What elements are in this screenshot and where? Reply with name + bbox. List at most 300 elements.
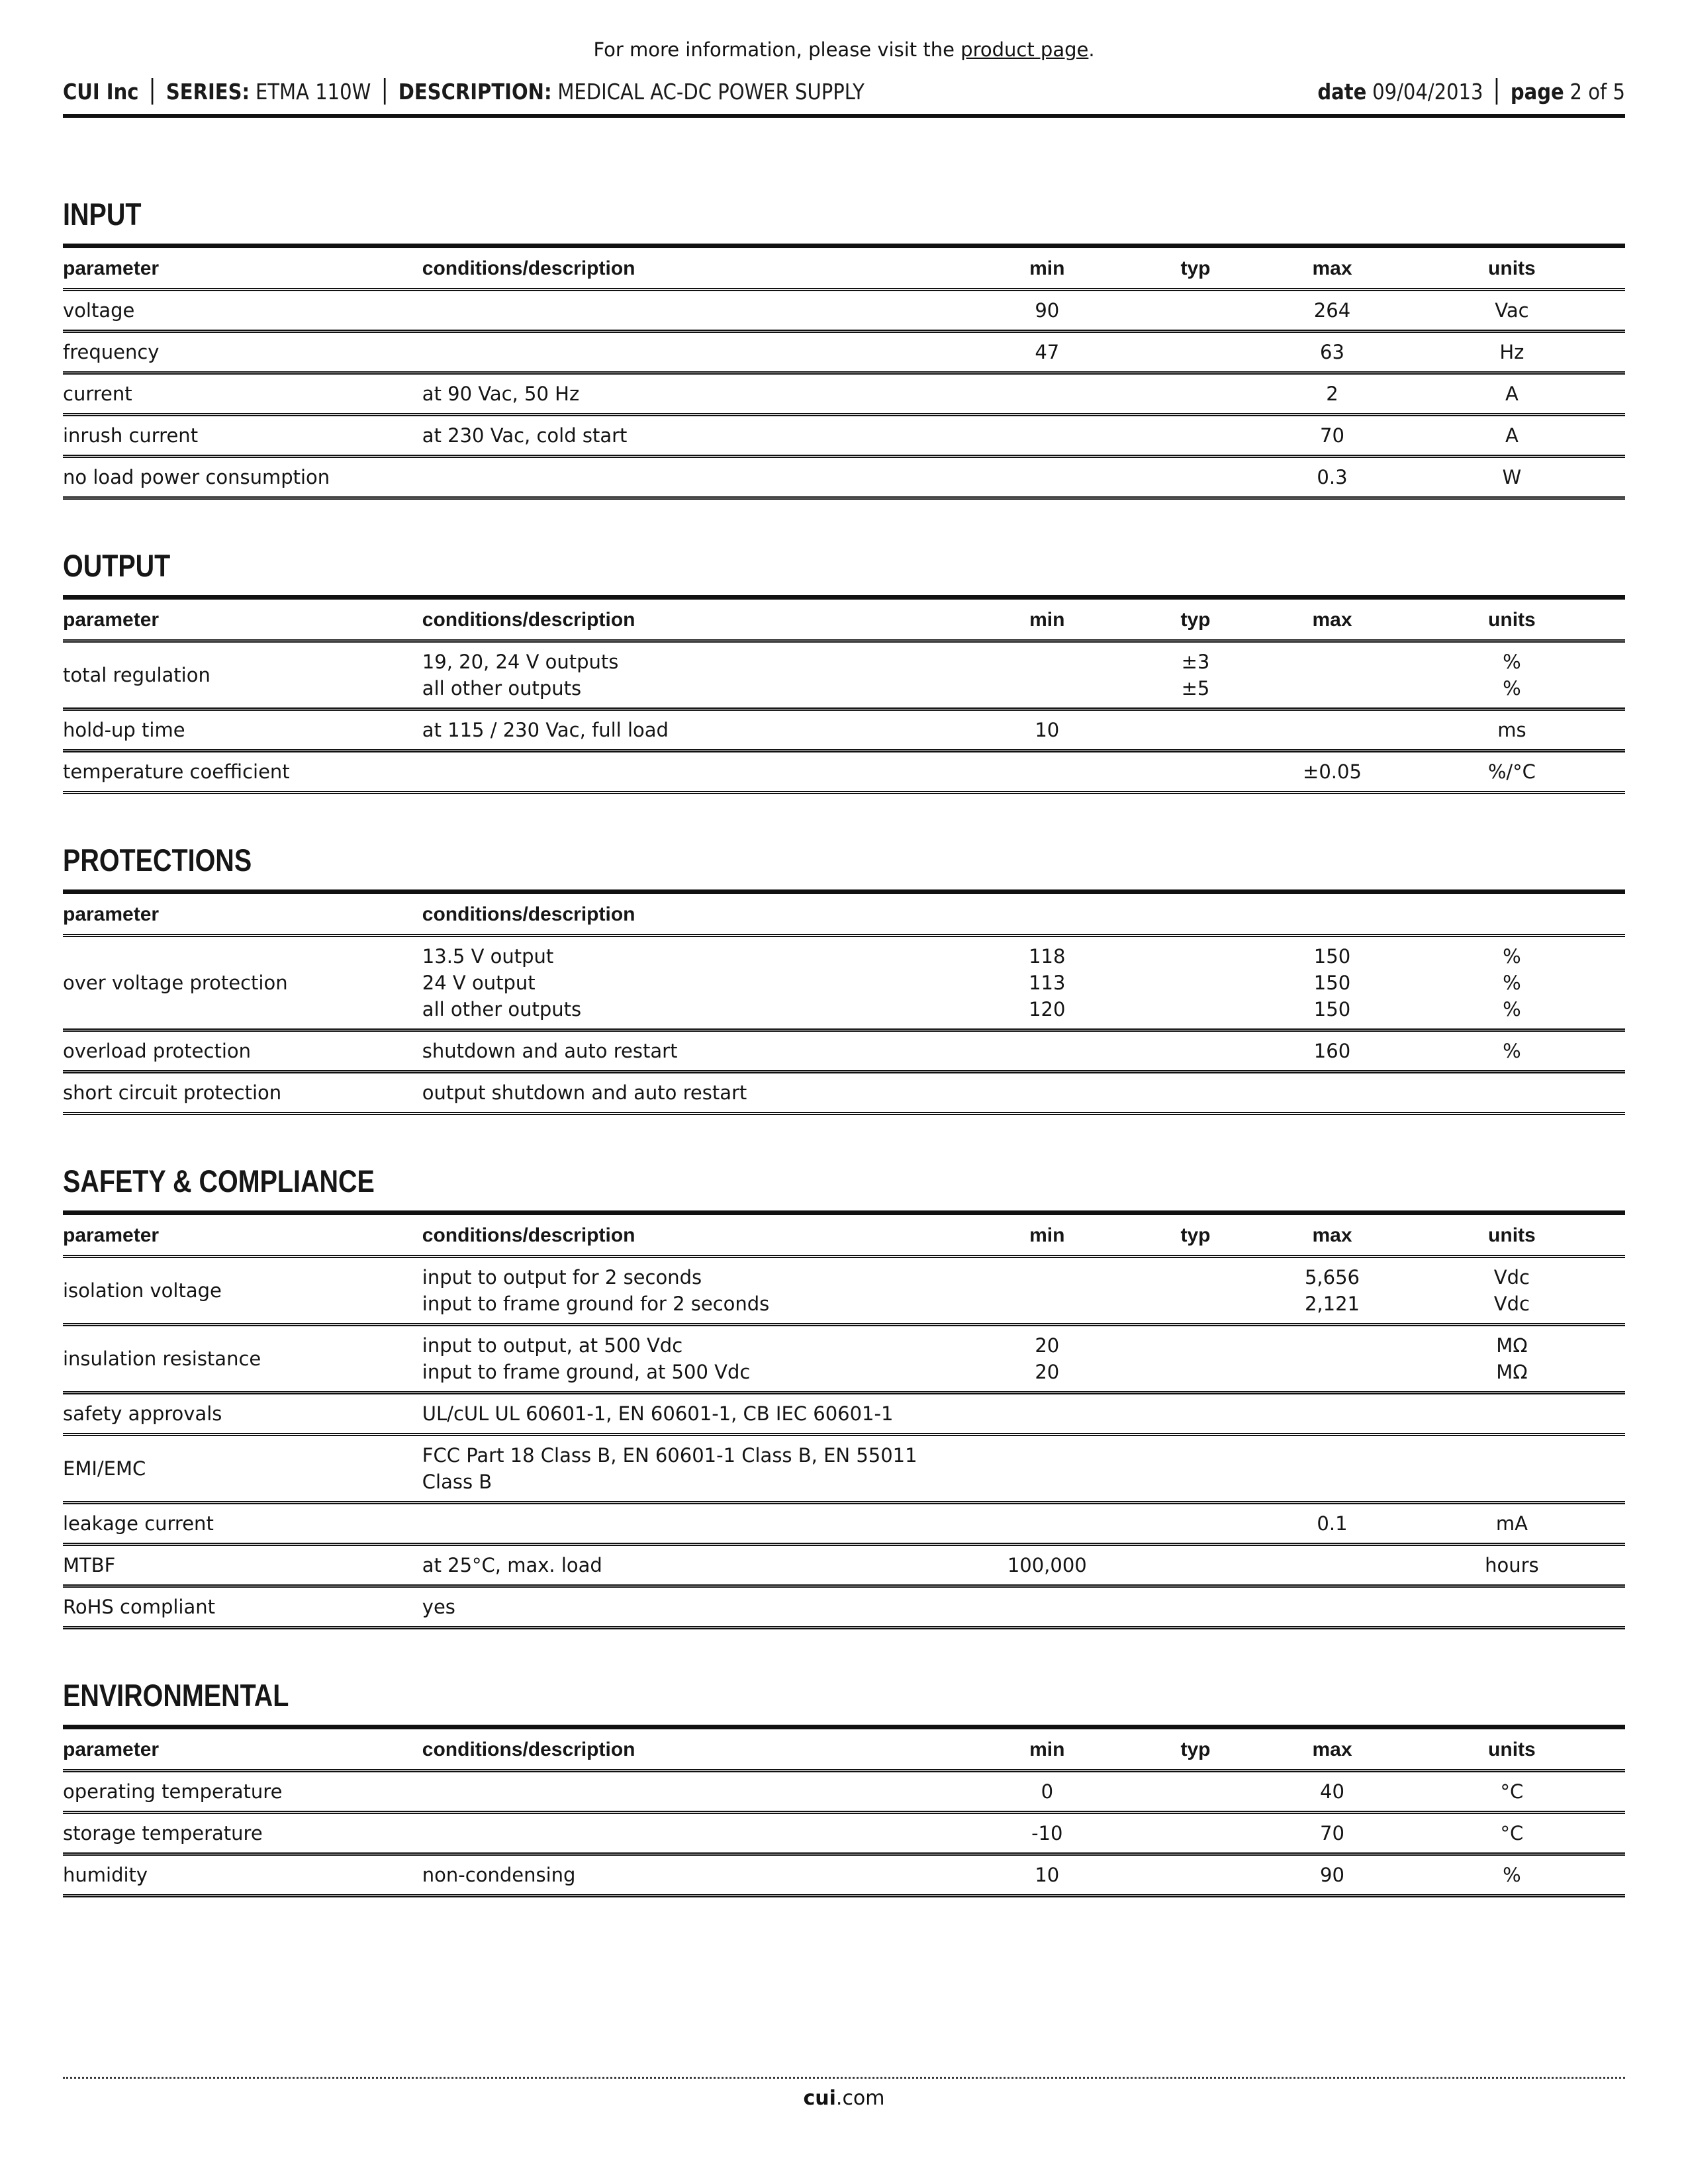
table-header-row	[63, 1729, 1625, 1771]
cell-line: RoHS compliant	[63, 1596, 216, 1618]
table-row	[63, 457, 1625, 498]
cell-line: short circuit protection	[63, 1081, 282, 1104]
table-row	[63, 1813, 1625, 1854]
col-parameter: parameter	[63, 894, 422, 936]
cell-cond	[422, 290, 969, 332]
cell-max	[1266, 332, 1399, 373]
col-conditions: conditions/description	[422, 1215, 969, 1257]
cell-units	[1399, 709, 1625, 751]
cell-line: %	[1503, 1040, 1521, 1062]
product-page-link[interactable]: product page	[961, 38, 1089, 61]
cell-line: %	[1503, 945, 1521, 968]
cell-cond	[422, 1545, 969, 1586]
cell-typ	[1125, 751, 1266, 793]
input-table	[63, 248, 1625, 500]
col-min: min	[969, 1215, 1125, 1257]
col-typ: typ	[1125, 600, 1266, 641]
table-row	[63, 1030, 1625, 1072]
cell-line: ms	[1497, 719, 1526, 741]
cell-param	[63, 1072, 422, 1114]
section-title-safety: SAFETY & COMPLIANCE	[63, 1163, 1625, 1215]
cell-line: 10	[1035, 1864, 1060, 1886]
table-row	[63, 332, 1625, 373]
cell-line: over voltage protection	[63, 972, 288, 994]
cell-line: ±0.05	[1303, 760, 1362, 783]
cell-units	[1399, 1771, 1625, 1813]
cell-cond	[422, 457, 969, 498]
col-units: units	[1399, 1215, 1625, 1257]
cell-line: 5,656	[1304, 1266, 1360, 1289]
cell-line: isolation voltage	[63, 1279, 222, 1302]
cell-line: 90	[1035, 299, 1060, 322]
cell-max	[1266, 1072, 1399, 1114]
cell-max	[1266, 415, 1399, 457]
info-line-suffix: .	[1088, 38, 1095, 61]
col-typ: typ	[1125, 248, 1266, 290]
cell-units	[1399, 1257, 1625, 1325]
table-header-row	[63, 248, 1625, 290]
cell-units	[1399, 332, 1625, 373]
page-footer	[63, 2077, 1625, 2110]
cell-units	[1399, 641, 1625, 709]
cell-param	[63, 457, 422, 498]
cell-line: mA	[1495, 1512, 1528, 1535]
cell-min	[969, 641, 1125, 709]
cell-line: 0.3	[1317, 466, 1348, 488]
cell-cond	[422, 415, 969, 457]
cell-cond	[422, 1257, 969, 1325]
cell-param	[63, 1325, 422, 1393]
cell-units	[1399, 457, 1625, 498]
cell-line: -10	[1031, 1822, 1063, 1844]
table-row	[63, 1257, 1625, 1325]
cell-param	[63, 1435, 422, 1503]
col-max: max	[1266, 248, 1399, 290]
cell-line: 150	[1313, 945, 1351, 968]
cell-param	[63, 332, 422, 373]
cell-max	[1266, 1030, 1399, 1072]
description-label: DESCRIPTION:	[398, 79, 552, 105]
col-min: min	[969, 248, 1125, 290]
cell-min	[969, 936, 1125, 1030]
col-units: units	[1399, 1729, 1625, 1771]
cell-line: %	[1503, 972, 1521, 994]
cell-typ	[1125, 457, 1266, 498]
cell-min	[969, 373, 1125, 415]
header-divider	[152, 78, 154, 105]
cell-units	[1399, 936, 1625, 1030]
output-table	[63, 600, 1625, 794]
cell-min	[969, 1393, 1125, 1435]
section-title-environmental: ENVIRONMENTAL	[63, 1677, 1625, 1729]
cell-line: output shutdown and auto restart	[422, 1081, 747, 1104]
cell-param	[63, 290, 422, 332]
col-max: max	[1266, 600, 1399, 641]
cell-line: %	[1503, 998, 1521, 1021]
cell-min	[969, 1771, 1125, 1813]
cell-typ	[1125, 1854, 1266, 1896]
cell-cond	[422, 373, 969, 415]
table-row	[63, 936, 1625, 1030]
cell-param	[63, 1030, 422, 1072]
series-value: ETMA 110W	[255, 79, 371, 105]
date-value: 09/04/2013	[1372, 79, 1483, 105]
cell-cond	[422, 751, 969, 793]
col-typ: typ	[1125, 1729, 1266, 1771]
cell-typ	[1125, 936, 1266, 1030]
header-left	[63, 78, 865, 105]
cell-units	[1399, 1503, 1625, 1545]
cell-param	[63, 1393, 422, 1435]
cell-line: at 230 Vac, cold start	[422, 424, 628, 447]
cell-line: safety approvals	[63, 1402, 222, 1425]
cell-line: 70	[1320, 1822, 1344, 1844]
cell-max	[1266, 373, 1399, 415]
col-max: max	[1266, 1729, 1399, 1771]
cell-line: Vdc	[1493, 1293, 1530, 1315]
cell-line: at 90 Vac, 50 Hz	[422, 383, 580, 405]
cell-line: 70	[1320, 424, 1344, 447]
cell-line: FCC Part 18 Class B, EN 60601-1 Class B, EN 55011 Class B	[422, 1444, 917, 1493]
cell-typ	[1125, 1813, 1266, 1854]
table-header-row	[63, 600, 1625, 641]
cell-typ	[1125, 1771, 1266, 1813]
section-title-input: INPUT	[63, 196, 1625, 248]
col-parameter: parameter	[63, 1215, 422, 1257]
footer-brand-domain: .com	[835, 2087, 885, 2110]
cell-min	[969, 1813, 1125, 1854]
col-min-empty	[969, 894, 1125, 936]
cell-typ	[1125, 1435, 1266, 1503]
cell-param	[63, 1545, 422, 1586]
cell-min	[969, 415, 1125, 457]
cell-line: at 25°C, max. load	[422, 1554, 602, 1576]
col-min: min	[969, 600, 1125, 641]
cell-line: temperature coefficient	[63, 760, 290, 783]
cell-typ	[1125, 1503, 1266, 1545]
cell-line: MΩ	[1496, 1361, 1528, 1383]
cell-max	[1266, 1435, 1399, 1503]
col-conditions: conditions/description	[422, 1729, 969, 1771]
cell-line: input to output, at 500 Vdc	[422, 1334, 683, 1357]
cell-units	[1399, 751, 1625, 793]
cell-line: all other outputs	[422, 677, 582, 700]
page-content	[63, 0, 1625, 1897]
info-line-prefix: For more information, please visit the	[593, 38, 961, 61]
cell-line: input to frame ground for 2 seconds	[422, 1293, 770, 1315]
cell-typ	[1125, 373, 1266, 415]
date-label: date	[1317, 79, 1367, 105]
cell-line: %	[1503, 677, 1521, 700]
cell-cond	[422, 1854, 969, 1896]
section-output	[63, 547, 1625, 794]
cell-line: 24 V output	[422, 972, 536, 994]
cell-param	[63, 1854, 422, 1896]
col-max: max	[1266, 1215, 1399, 1257]
cell-min	[969, 709, 1125, 751]
col-parameter: parameter	[63, 600, 422, 641]
cell-max	[1266, 1545, 1399, 1586]
cell-min	[969, 1030, 1125, 1072]
cell-line: 19, 20, 24 V outputs	[422, 651, 619, 673]
header-right	[1317, 78, 1625, 105]
cell-typ	[1125, 1257, 1266, 1325]
table-row	[63, 1325, 1625, 1393]
col-typ: typ	[1125, 1215, 1266, 1257]
cell-min	[969, 290, 1125, 332]
cell-line: operating temperature	[63, 1780, 283, 1803]
col-min: min	[969, 1729, 1125, 1771]
cell-line: 20	[1035, 1361, 1060, 1383]
cell-cond	[422, 1030, 969, 1072]
col-max-empty	[1266, 894, 1399, 936]
section-title-output: OUTPUT	[63, 547, 1625, 600]
cell-line: 47	[1035, 341, 1060, 363]
series-label: SERIES:	[165, 79, 250, 105]
cell-min	[969, 1325, 1125, 1393]
cell-line: 0	[1041, 1780, 1054, 1803]
header-divider	[1496, 78, 1498, 105]
cell-line: Hz	[1499, 341, 1524, 363]
cell-typ	[1125, 332, 1266, 373]
cell-line: %/°C	[1487, 760, 1536, 783]
cell-line: voltage	[63, 299, 135, 322]
cell-min	[969, 1854, 1125, 1896]
cell-param	[63, 936, 422, 1030]
environmental-table	[63, 1729, 1625, 1897]
cell-line: 264	[1313, 299, 1351, 322]
section-title-protections: PROTECTIONS	[63, 842, 1625, 894]
cell-max	[1266, 1771, 1399, 1813]
cell-typ	[1125, 709, 1266, 751]
header-bar	[63, 78, 1625, 105]
cell-line: 20	[1035, 1334, 1060, 1357]
cell-cond	[422, 1325, 969, 1393]
cell-param	[63, 1813, 422, 1854]
cell-line: hold-up time	[63, 719, 185, 741]
footer-dotted-rule	[63, 2077, 1625, 2079]
cell-line: MΩ	[1496, 1334, 1528, 1357]
cell-min	[969, 1586, 1125, 1628]
cell-line: ±5	[1181, 677, 1210, 700]
cell-line: leakage current	[63, 1512, 214, 1535]
cell-units	[1399, 1545, 1625, 1586]
protections-table	[63, 894, 1625, 1115]
col-typ-empty	[1125, 894, 1266, 936]
table-row	[63, 415, 1625, 457]
cell-line: frequency	[63, 341, 160, 363]
cell-param	[63, 373, 422, 415]
cell-max	[1266, 751, 1399, 793]
cell-units	[1399, 1813, 1625, 1854]
cell-line: Vac	[1495, 299, 1529, 322]
cell-typ	[1125, 1072, 1266, 1114]
cell-line: 0.1	[1317, 1512, 1348, 1535]
info-line	[63, 0, 1625, 61]
cell-line: hours	[1485, 1554, 1539, 1576]
cell-units	[1399, 1854, 1625, 1896]
table-row	[63, 1545, 1625, 1586]
cell-line: EMI/EMC	[63, 1457, 146, 1480]
cell-cond	[422, 936, 969, 1030]
cell-max	[1266, 1813, 1399, 1854]
cell-min	[969, 1435, 1125, 1503]
safety-table	[63, 1215, 1625, 1629]
cell-param	[63, 1257, 422, 1325]
cell-line: 2	[1326, 383, 1338, 405]
cell-cond	[422, 1771, 969, 1813]
cell-line: W	[1502, 466, 1522, 488]
cell-cond	[422, 332, 969, 373]
table-header-row	[63, 894, 1625, 936]
cell-line: inrush current	[63, 424, 199, 447]
table-row	[63, 290, 1625, 332]
cell-param	[63, 709, 422, 751]
section-protections	[63, 842, 1625, 1115]
cell-line: input to output for 2 seconds	[422, 1266, 702, 1289]
cell-line: 120	[1029, 998, 1066, 1021]
cell-typ	[1125, 290, 1266, 332]
cell-typ	[1125, 1545, 1266, 1586]
cell-units	[1399, 1435, 1625, 1503]
col-parameter: parameter	[63, 248, 422, 290]
cell-line: A	[1505, 383, 1519, 405]
cell-typ	[1125, 641, 1266, 709]
cell-min	[969, 457, 1125, 498]
cell-max	[1266, 1586, 1399, 1628]
table-row	[63, 1435, 1625, 1503]
col-conditions: conditions/description	[422, 248, 969, 290]
cell-param	[63, 1503, 422, 1545]
cell-units	[1399, 1030, 1625, 1072]
cell-line: Vdc	[1493, 1266, 1530, 1289]
cell-max	[1266, 641, 1399, 709]
table-row	[63, 709, 1625, 751]
cell-units	[1399, 1072, 1625, 1114]
cell-units	[1399, 415, 1625, 457]
cell-line: 10	[1035, 719, 1060, 741]
cell-min	[969, 1257, 1125, 1325]
cell-line: ±3	[1181, 651, 1210, 673]
cell-line: 40	[1320, 1780, 1344, 1803]
brand-logo: CUI Inc	[63, 79, 139, 105]
col-conditions: conditions/description	[422, 894, 969, 936]
cell-max	[1266, 709, 1399, 751]
cell-line: overload protection	[63, 1040, 252, 1062]
cell-cond	[422, 1586, 969, 1628]
cell-units	[1399, 373, 1625, 415]
cell-max	[1266, 290, 1399, 332]
table-row	[63, 1771, 1625, 1813]
col-units: units	[1399, 600, 1625, 641]
cell-param	[63, 751, 422, 793]
cell-param	[63, 1586, 422, 1628]
cell-line: °C	[1500, 1780, 1524, 1803]
cell-typ	[1125, 1393, 1266, 1435]
cell-max	[1266, 1503, 1399, 1545]
cell-line: °C	[1500, 1822, 1524, 1844]
cell-units	[1399, 290, 1625, 332]
cell-param	[63, 641, 422, 709]
col-conditions: conditions/description	[422, 600, 969, 641]
cell-typ	[1125, 1325, 1266, 1393]
cell-line: 118	[1029, 945, 1066, 968]
table-row	[63, 1072, 1625, 1114]
cell-line: %	[1503, 651, 1521, 673]
cell-max	[1266, 1257, 1399, 1325]
cell-units	[1399, 1393, 1625, 1435]
cell-cond	[422, 1435, 969, 1503]
cell-min	[969, 1503, 1125, 1545]
cell-typ	[1125, 415, 1266, 457]
cell-line: A	[1505, 424, 1519, 447]
cell-line: 63	[1320, 341, 1344, 363]
cell-line: all other outputs	[422, 998, 582, 1021]
cell-min	[969, 1545, 1125, 1586]
cell-cond	[422, 1503, 969, 1545]
cell-line: MTBF	[63, 1554, 116, 1576]
cell-min	[969, 1072, 1125, 1114]
cell-cond	[422, 709, 969, 751]
cell-line: 2,121	[1304, 1293, 1360, 1315]
cell-line: insulation resistance	[63, 1347, 261, 1370]
cell-typ	[1125, 1030, 1266, 1072]
cell-line: yes	[422, 1596, 455, 1618]
cell-cond	[422, 641, 969, 709]
cell-max	[1266, 1854, 1399, 1896]
table-row	[63, 641, 1625, 709]
cell-max	[1266, 936, 1399, 1030]
cell-max	[1266, 457, 1399, 498]
cell-line: shutdown and auto restart	[422, 1040, 678, 1062]
table-header-row	[63, 1215, 1625, 1257]
cell-cond	[422, 1393, 969, 1435]
header-rule	[63, 114, 1625, 118]
cell-param	[63, 1771, 422, 1813]
cell-line: input to frame ground, at 500 Vdc	[422, 1361, 751, 1383]
table-row	[63, 1586, 1625, 1628]
cell-min	[969, 332, 1125, 373]
cell-line: current	[63, 383, 132, 405]
cell-cond	[422, 1072, 969, 1114]
col-units: units	[1399, 248, 1625, 290]
cell-line: 13.5 V output	[422, 945, 554, 968]
col-parameter: parameter	[63, 1729, 422, 1771]
section-safety-compliance	[63, 1163, 1625, 1629]
cell-typ	[1125, 1586, 1266, 1628]
section-environmental	[63, 1677, 1625, 1897]
cell-line: 113	[1029, 972, 1066, 994]
cell-line: 160	[1313, 1040, 1351, 1062]
cell-line: humidity	[63, 1864, 148, 1886]
cell-line: %	[1503, 1864, 1521, 1886]
cell-line: 150	[1313, 998, 1351, 1021]
table-row	[63, 373, 1625, 415]
cell-line: 100,000	[1007, 1554, 1087, 1576]
description-value: MEDICAL AC-DC POWER SUPPLY	[557, 79, 865, 105]
cell-param	[63, 415, 422, 457]
cell-units	[1399, 1586, 1625, 1628]
cell-line: 150	[1313, 972, 1351, 994]
cell-line: non-condensing	[422, 1864, 576, 1886]
cell-line: 90	[1320, 1864, 1344, 1886]
cell-max	[1266, 1325, 1399, 1393]
table-row	[63, 751, 1625, 793]
page-label: page	[1510, 79, 1564, 105]
page-number: 2 of 5	[1570, 79, 1625, 105]
section-input	[63, 196, 1625, 500]
cell-max	[1266, 1393, 1399, 1435]
